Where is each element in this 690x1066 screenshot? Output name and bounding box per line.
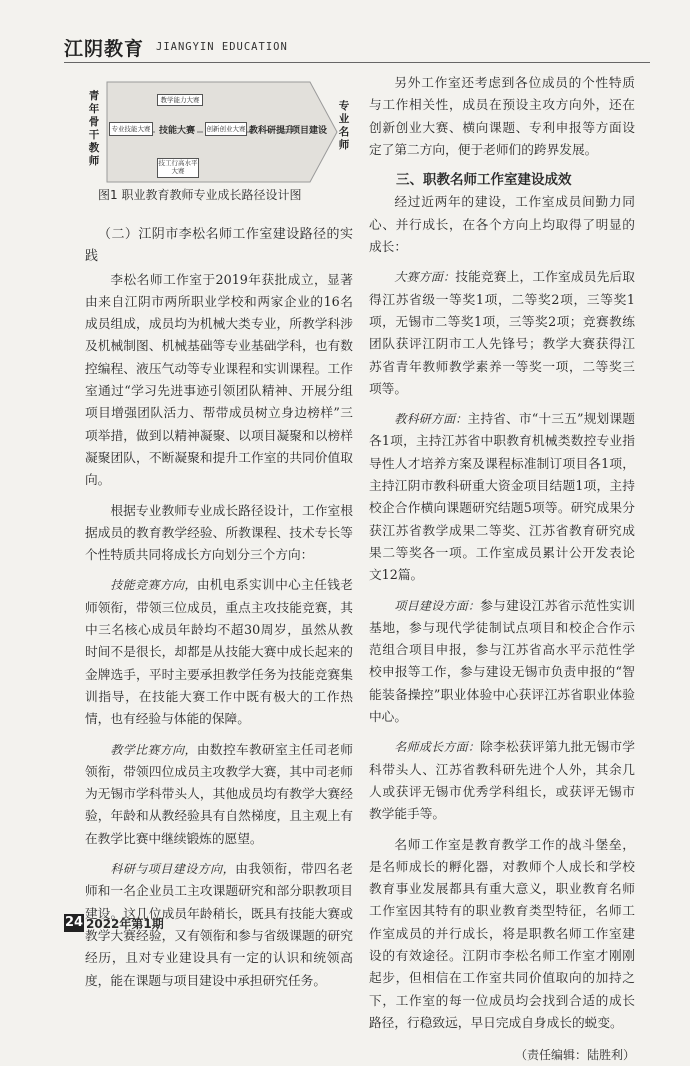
paragraph-body: 由数控车教研室主任司老师领衔，带领四位成员主攻教学大赛，其中司老师为无锡市学科带头人，其他成员均有教学大赛经验，年龄和从教经验具有自然梯度，且主观上有在教学比赛中继续锻炼的愿望。: [85, 741, 353, 846]
figure-box-teaching-ability: 教学能力大赛: [157, 94, 203, 106]
page-number: 24: [64, 915, 84, 930]
paragraph: 经过近两年的建设，工作室成员间勤力同心、并行成长，在各个方向上均取得了明显的成长：: [369, 194, 635, 255]
paragraph-body: 技能竞赛上，工作室成员先后取得江苏省级一等奖1项，二等奖2项，三等奖1项，无锡市二等奖1项，三等奖2项；竞赛教练团队获评江阴市工人先锋号；教学大赛获得江苏省青年教师教学素养一等奖一项，二等奖三项等。: [369, 269, 635, 396]
issue-label: 2022年第1期: [86, 917, 164, 931]
paragraph-lead: 大赛方面：: [394, 270, 456, 285]
journal-logo-english: JIANGYIN EDUCATION: [156, 41, 288, 53]
figure-left-label: 青年骨干教师: [88, 90, 100, 167]
paragraph-lead: 教科研方面：: [394, 412, 468, 427]
header-rule: [64, 62, 650, 63]
figure-box-project: 项目建设: [291, 126, 328, 136]
paragraph: [369, 736, 635, 825]
paragraph: 名师工作室是教育教学工作的战斗堡垒，是名师成长的孵化器，对教师个人成长和学校教育事业发展都具有重大意义，职业教育名师工作室因其特有的职业教育类型特征，名师工作室成员的并行成长，将是职教名师工作室建设的有效途径。江阴市李松名师工作室才刚刚起步，但相信在工作室共同价值取向的加持之下，工作室的每一位成员均会找到合适的成长路径，行稳致远，早日完成自身成长的蜕变。: [369, 836, 635, 1030]
paragraph-body: 除李松获评第九批无锡市学科带头人、江苏省教科研先进个人外，其余几人或获评无锡市优秀学科组长，或获评无锡市教学能手等。: [369, 739, 635, 822]
section-subheading: （二）江阴市李松名师工作室建设路径的实践: [85, 227, 353, 265]
figure-box-competition: 技能大赛: [159, 126, 196, 136]
paragraph-body: 由机电系实训中心主任钱老师领衔，带领三位成员，重点主攻技能竞赛，其中三名核心成员年龄均不超30周岁，虽然从教时间不是很长，却都是从技能大赛中成长起来的金牌选手，平时主要承担教学任务为技能竞赛集训指导，在技能大赛工作中既有极大的工作热情，也有经验与体能的保障。: [85, 577, 353, 727]
section-heading: 三、职教名师工作室建设成效: [396, 172, 572, 189]
paragraph-body: 由我领衔，带四名老师和一名企业员工主攻课题研究和部分职教项目建设。这几位成员年龄稍长，既具有技能大赛或教学大赛经验，又有领衔和参与省级课题的研究经历，且对专业建设具有一定的认识和统领高度，能在课题与项目建设中承担研究任务。: [85, 861, 353, 988]
figure-box-enterprise: 技工行高水平大赛: [157, 158, 199, 178]
right-column: [369, 72, 635, 1066]
paragraph: [369, 595, 635, 729]
paragraph: [369, 266, 635, 400]
left-column: [85, 224, 353, 992]
editor-credit: （责任编辑：陆胜利）: [514, 1048, 635, 1063]
masthead: [64, 30, 664, 64]
figure-box-research: 教科研提升: [249, 126, 295, 136]
paragraph: 另外工作室还考虑到各位成员的个性特质与工作相关性，成员在预设主攻方向外，还在创新创业大赛、横向课题、专利申报等方面设定了第二方向，便于老师们的跨界发展。: [369, 75, 635, 157]
paragraph-lead: 教学比赛方向，: [110, 742, 197, 757]
paragraph: [369, 408, 635, 586]
paragraph: 李松名师工作室于2019年获批成立，显著由来自江阴市两所职业学校和两家企业的16名成员组成，成员均为机械大类专业，所教学科涉及机械制图、机械基础等专业基础学科，也有数控编程、液压气动等专业课程和实训课程。工作室通过“学习先进事迹引领团队精神、开展分组项目增强团队活力、帮带成员树立身边榜样”三项举措，做到以精神凝聚、以项目凝聚和以榜样凝聚团队，不断凝聚和提升工作室的共同价值取向。: [85, 271, 353, 488]
paragraph: [85, 574, 353, 730]
paragraph-lead: 名师成长方面：: [394, 740, 481, 755]
paragraph-body: 参与建设江苏省示范性实训基地，参与现代学徒制试点项目和校企合作示范组合项目申报，参与江苏省高水平示范性学校申报等工作，参与建设无锡市负责申报的“智能装备操控”职业体验中心获评江苏省职业体验中心。: [369, 597, 635, 725]
paragraph-lead: 科研与项目建设方向，: [110, 862, 236, 877]
paragraph-lead: 技能竞赛方向，: [110, 578, 197, 593]
journal-logo: 江阴教育: [64, 38, 145, 60]
paragraph: [85, 739, 353, 850]
paragraph-body: 主持省、市“十三五”规划课题各1项，主持江苏省中职教育机械类数控专业指导性人才培养方案及课程标准制订项目各1项，主持江阴市教科研重大资金项目结题1项，主持校企合作横向课题研究结题5项等。研究成果分获江苏省教学成果二等奖、江苏省教育研究成果二等奖各一项。工作室成员累计公开发表论文12篇。: [369, 411, 635, 583]
figure-caption: 图1 职业教育教师专业成长路径设计图: [98, 188, 302, 202]
growth-path-figure: [85, 76, 353, 188]
figure-box-innovation: 创新创业大赛: [205, 122, 247, 136]
paragraph: 根据专业教师专业成长路径设计，工作室根据成员的教育教学经验、所教课程、技术专长等个性特质共同将成长方向划分三个方向：: [85, 502, 353, 563]
figure-box-professional-skill: 专业技能大赛: [109, 122, 153, 136]
paragraph-lead: 项目建设方面：: [394, 598, 481, 613]
figure-right-label: 专业名师: [338, 100, 350, 151]
